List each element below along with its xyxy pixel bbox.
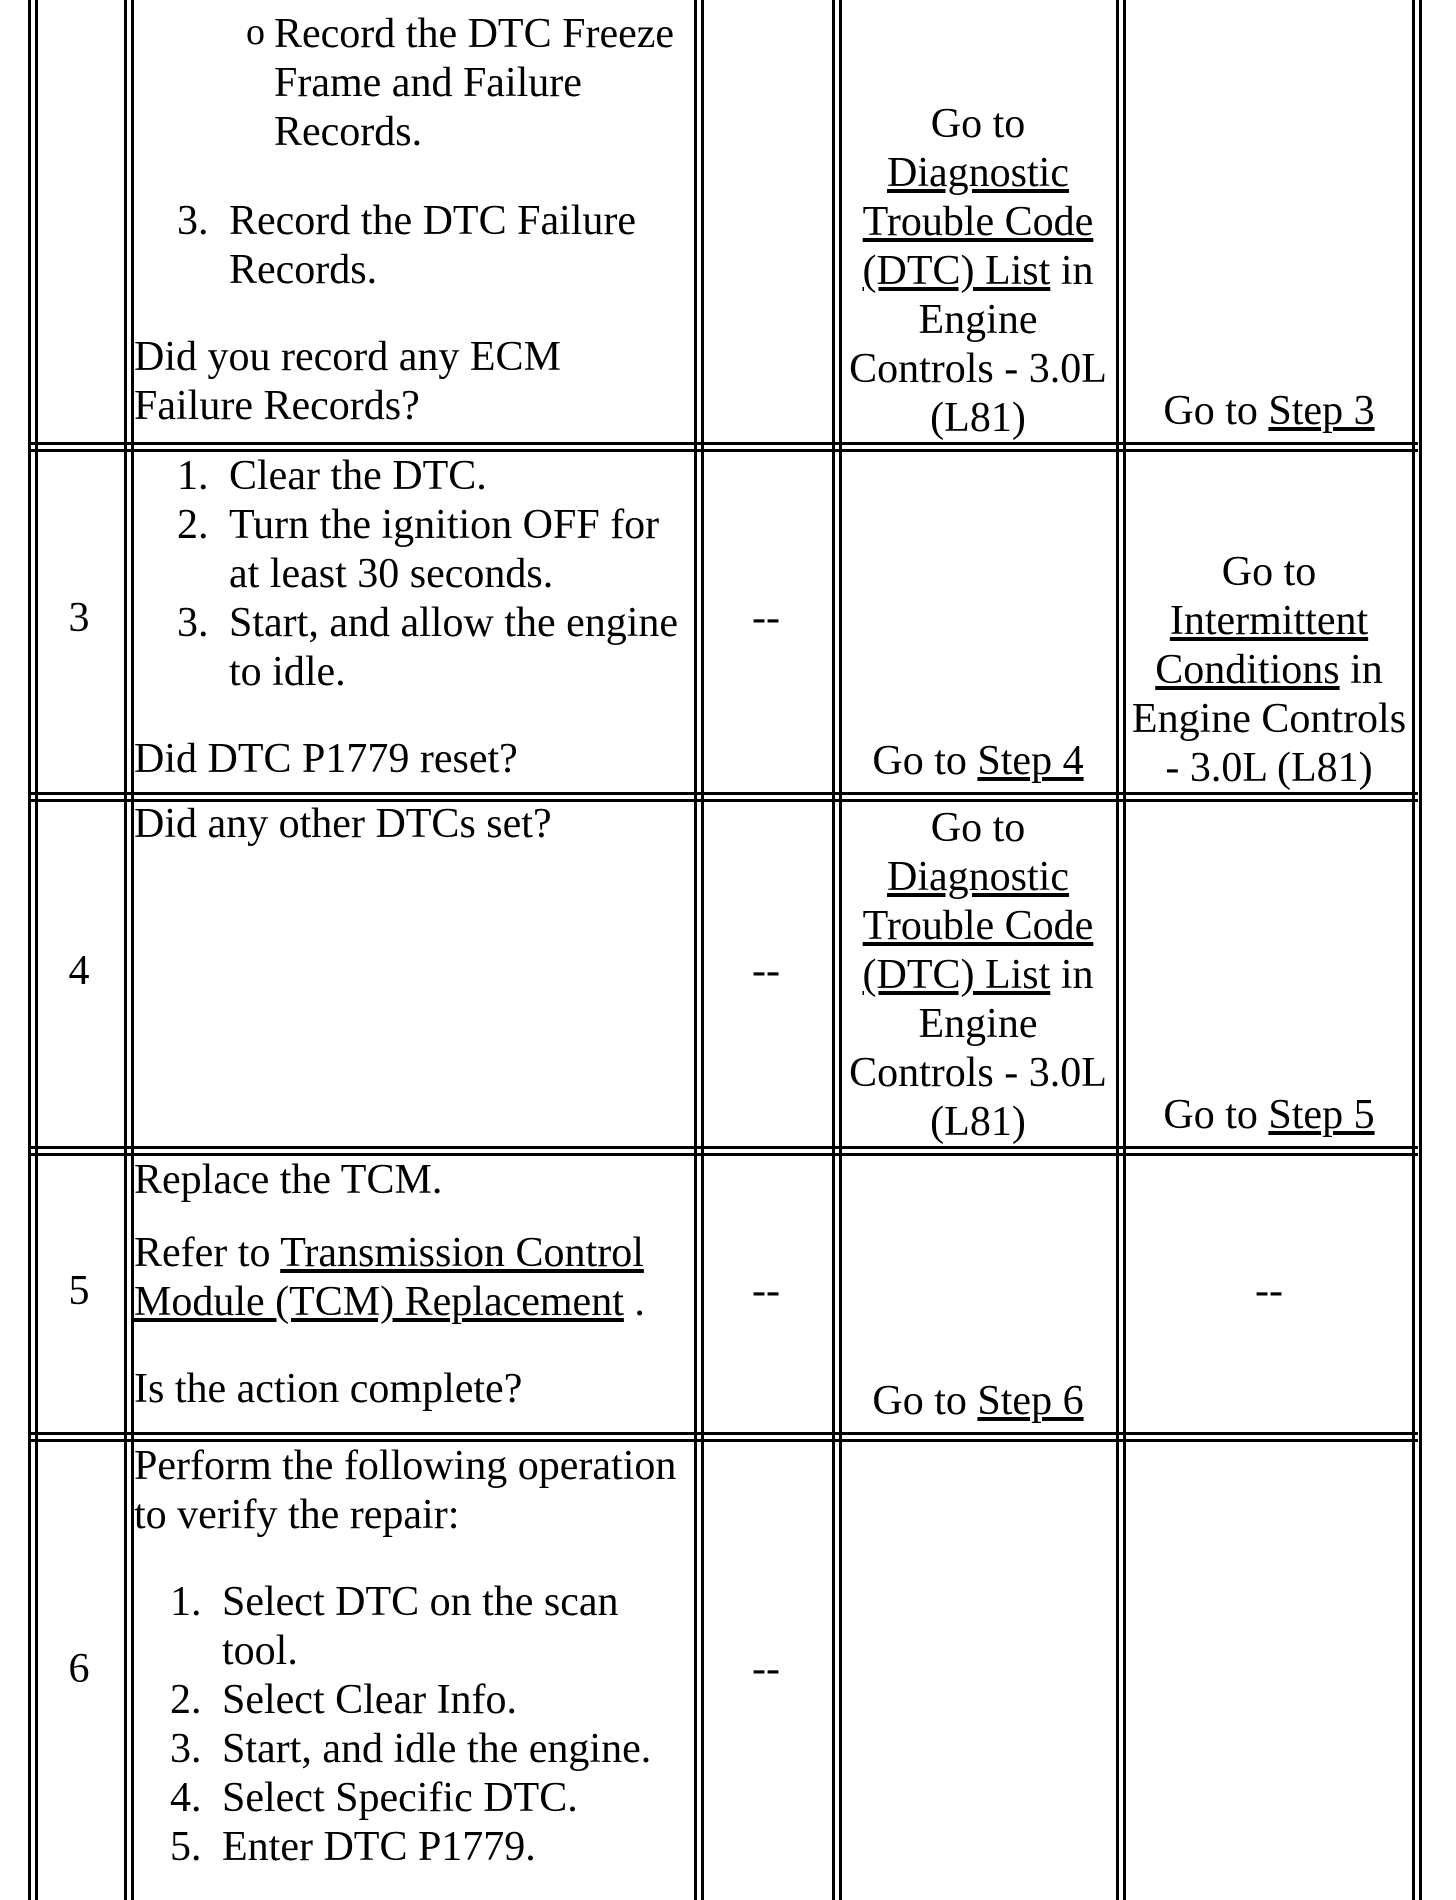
link-step-4[interactable]: Step 4 [977, 738, 1084, 784]
list-item: 1. Select DTC on the scan tool. [212, 1578, 690, 1676]
question-text: Did any other DTCs set? [134, 801, 552, 847]
step-number: 5 [68, 1267, 90, 1314]
link-step-6[interactable]: Step 6 [977, 1378, 1084, 1424]
value-cell: -- [752, 594, 780, 641]
sub-bullet-list [134, 10, 690, 157]
intro-text: Perform the following operation to verify the repair: [134, 1443, 677, 1538]
question-text: Did DTC P1779 reset? [134, 736, 518, 782]
link-tcm-replacement[interactable]: Transmission Control Module (TCM) Replacement [134, 1230, 644, 1325]
list-item: 2. Select Clear Info. [212, 1676, 690, 1725]
link-dtc-list[interactable]: Diagnostic Trouble Code (DTC) List [862, 150, 1094, 294]
step-number: 4 [68, 947, 90, 994]
link-step-3[interactable]: Step 3 [1268, 388, 1375, 434]
link-dtc-list[interactable]: Diagnostic Trouble Code (DTC) List [862, 854, 1094, 998]
list-item: 3. Record the DTC Failure Records. [219, 197, 690, 295]
list-item: 1. Clear the DTC. [219, 452, 690, 501]
link-step-5[interactable]: Step 5 [1268, 1092, 1375, 1138]
yes-cell: Go to Step 4 [872, 738, 1084, 784]
row-divider [28, 442, 1418, 445]
yes-cell: Go to Diagnostic Trouble Code (DTC) List in Engine Controls - 3.0L (L81) [849, 101, 1107, 441]
table-border [28, 0, 31, 1900]
list-item: 3. Start, and idle the engine. [212, 1725, 690, 1774]
no-cell: Go to Step 3 [1163, 388, 1375, 434]
no-cell: -- [1255, 1267, 1283, 1314]
value-cell: -- [752, 1267, 780, 1314]
action-cell [134, 1156, 690, 1432]
link-intermittent-conditions[interactable]: Intermittent Conditions [1155, 598, 1369, 693]
action-text: Replace the TCM. [134, 1157, 443, 1203]
numbered-list [134, 1578, 690, 1872]
action-cell [134, 10, 690, 442]
list-item: o Record the DTC Freeze Frame and Failure Records. [274, 10, 690, 157]
no-cell: Go to Intermittent Conditions in Engine Controls - 3.0L (L81) [1131, 549, 1407, 791]
list-item: 2. Turn the ignition OFF for at least 30 seconds. [219, 501, 690, 599]
table-border [694, 0, 697, 1900]
question-text: Did you record any ECM Failure Records? [134, 334, 561, 429]
value-cell: -- [752, 947, 780, 994]
numbered-list [134, 197, 690, 295]
action-cell [134, 800, 690, 849]
step-number: 6 [68, 1645, 90, 1692]
table-border [1116, 0, 1119, 1900]
table-border [832, 0, 835, 1900]
table-border [124, 0, 127, 1900]
refer-text: Refer to Transmission Control Module (TCM) Replacement . [134, 1230, 645, 1325]
yes-cell: Go to Diagnostic Trouble Code (DTC) List in Engine Controls - 3.0L (L81) [849, 805, 1107, 1145]
no-cell: Go to Step 5 [1163, 1092, 1375, 1138]
numbered-list [134, 452, 690, 697]
list-item: 5. Enter DTC P1779. [212, 1823, 690, 1872]
value-cell: -- [752, 1645, 780, 1692]
row-divider [28, 1432, 1418, 1435]
list-item: 3. Start, and allow the engine to idle. [219, 599, 690, 697]
table-border [1412, 0, 1415, 1900]
action-cell [134, 1442, 690, 1872]
step-number: 3 [68, 594, 90, 641]
list-item: 4. Select Specific DTC. [212, 1774, 690, 1823]
question-text: Is the action complete? [134, 1366, 523, 1412]
row-divider [28, 1146, 1418, 1149]
action-cell [134, 452, 690, 784]
yes-cell: Go to Step 6 [872, 1378, 1084, 1424]
